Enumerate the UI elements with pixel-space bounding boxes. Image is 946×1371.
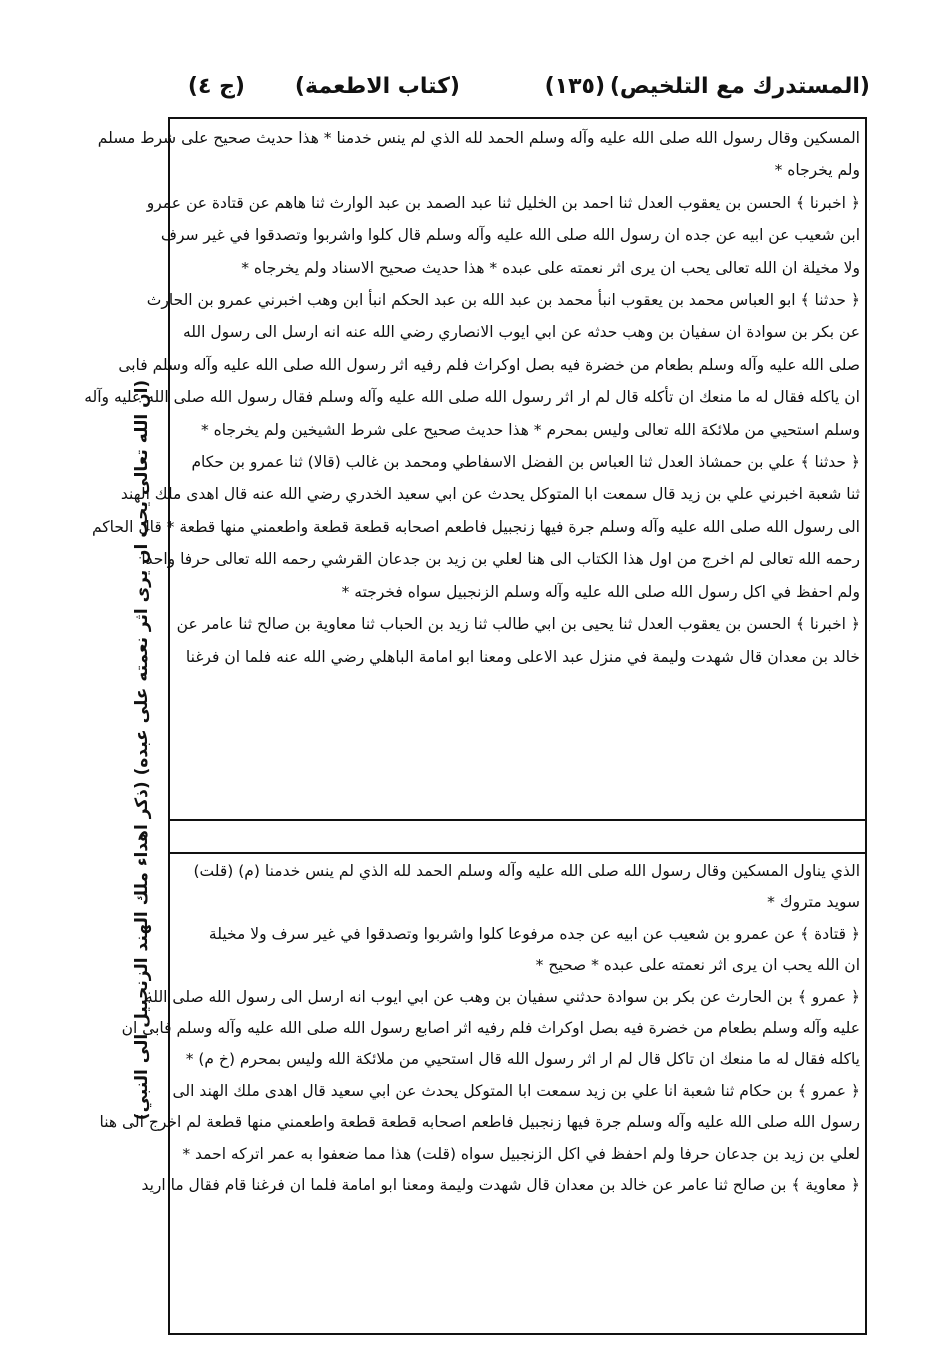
separator-rule <box>168 819 867 821</box>
summary-line: ياكله فقال له ما منعك ان تاكل قال لم ار اثر رسول الله قال استحيي من ملائكة الله وليس بمحرم (خ م) * <box>185 1050 860 1069</box>
main-line: ثنا شعبة اخبرني علي بن زيد قال سمعت ابا المتوكل يحدث عن ابي سعيد الخدري رضي الله عنه قال اهدى ملك الهند <box>120 485 860 504</box>
summary-line: الذي يناول المسكين وقال رسول الله صلى الله عليه وآله وسلم الحمد لله الذي لم ينس خدمنا (م) (قلت) <box>193 862 860 880</box>
main-line: عن بكر بن سوادة ان سفيان بن وهب حدثه عن ابي ايوب الانصاري رضي الله عنه انه ارسل الى رسول الله <box>182 323 860 342</box>
main-line: صلى الله عليه وآله وسلم بطعام من خضرة فيه بصل اوكراث فلم رفيه اثر رسول الله صلى الله عليه وآله وسلم فابى <box>118 355 860 374</box>
summary-line: ﴿ معاوية ﴾ بن صالح ثنا عامر عن خالد بن معدان قال شهدت وليمة ومعنا ابو امامة فلما ان فرغنا قام فقال ما اريد <box>141 1176 860 1195</box>
main-line: خالد بن معدان قال شهدت وليمة في منزل عبد الاعلى ومعنا ابو امامة الباهلي رضي الله عنه فلما ان فرغنا <box>185 647 860 666</box>
summary-line: رسول الله صلى الله عليه وآله وسلم جرة فيها زنجبيل فاطعم اصحابه قطعة قطعة واطعمني منها قطعة لم اخرج الى هنا <box>99 1113 860 1132</box>
page-header <box>165 68 870 112</box>
main-line: ﴿ اخبرنا ﴾ الحسن بن يعقوب العدل ثنا احمد بن الخليل ثنا عبد الصمد بن عبد الوارث ثنا هاهم عن قتادة عن عمرو <box>146 193 860 212</box>
volume-number: (ج ٤) <box>187 74 245 99</box>
main-line: ولا مخيلة ان الله تعالى يحب ان يرى اثر نعمته على عبده * هذا حديث صحيح الاسناد ولم يخرجاه * <box>241 258 860 277</box>
separator-rule <box>168 852 867 854</box>
summary-line: لعلي بن زيد بن جدعان حرفا ولم احفظ في اكل الزنجبيل سواه (قلت) هذا مما ضعفوا به عمر اتركه احمد * <box>182 1144 860 1163</box>
summary-text <box>99 856 860 1201</box>
main-line: ابن شعيب عن ابيه عن جده ان رسول الله صلى الله عليه وآله وسلم قال كلوا واشربوا وتصدقوا في غير سرف <box>160 226 860 245</box>
margin-note-text: (ان الله تعالى يحب ان يرى اثر نعمته على عبده) (ذكر اهداء ملك الهند الزنجبيل الى النبي) <box>132 379 153 1121</box>
main-line: ﴿ حدثنا ﴾ ابو العباس محمد بن يعقوب انبأ محمد بن عبد الله بن عبد الحكم انبأ ابن وهب اخبرني عمرو بن الحارث <box>146 291 860 310</box>
main-line: الى رسول الله صلى الله عليه وآله وسلم جرة فيها زنجبيل فاطعم اصحابه قطعة قطعة واطعمني منها قطعة * قال الحاكم <box>91 517 860 536</box>
book-title: (المستدرك مع التلخيص) <box>609 74 870 99</box>
main-line: ان ياكله فقال له ما منعك ان تأكله قال لم ار اثر رسول الله صلى الله عليه وآله وسلم فقال رسول الله صلى الله عليه وآله <box>84 388 860 407</box>
main-line: وسلم استحيي من ملائكة الله تعالى وليس بمحرم * هذا حديث صحيح على شرط الشيخين ولم يخرجاه * <box>200 420 860 439</box>
summary-line: ﴿ قتادة ﴾ عن عمرو بن شعيب عن ابيه عن جده مرفوعا كلوا واشربوا وتصدقوا في غير سرف ولا مخيلة <box>208 924 860 943</box>
summary-line: ﴿ عمرو ﴾ بن الحارث عن بكر بن سوادة حدثني سفيان بن وهب عن ابي ايوب انه ارسل الى رسول الله صلى الله <box>145 987 860 1006</box>
main-text <box>84 122 860 673</box>
main-line: المسكين وقال رسول الله صلى الله عليه وآله وسلم الحمد لله الذي لم ينس خدمنا * هذا حديث صحيح على شرط مسلم <box>97 129 860 147</box>
main-line: ﴿ اخبرنا ﴾ الحسن بن يعقوب العدل ثنا يحيى بن ابي طالب ثنا زيد بن الحباب ثنا معاوية بن صالح ثنا عامر عن <box>176 615 860 634</box>
summary-line: ﴿ عمرو ﴾ بن حكام ثنا شعبة انا علي بن زيد سمعت ابا المتوكل يحدث عن ابي سعيد قال اهدى ملك الهند الى <box>172 1081 860 1100</box>
main-line: رحمه الله تعالى لم اخرج من اول هذا الكتاب الى هنا لعلي بن زيد بن جدعان القرشي رحمه الله تعالى حرفا واحدا <box>141 550 860 569</box>
page-number: (١٣٥) <box>544 74 605 99</box>
summary-line: عليه وآله وسلم بطعام من خضرة فيه بصل اوكراث فلم رفيه اثر اصابع رسول الله صلى الله عليه وآله وسلم فابى ان <box>121 1019 860 1038</box>
main-line: ولم احفظ في اكل رسول الله صلى الله عليه وآله وسلم الزنجبيل سواه فخرجته * <box>341 582 860 601</box>
main-line: ولم يخرجاه * <box>774 161 860 180</box>
section-title: (كتاب الاطعمة) <box>294 74 460 99</box>
summary-line: ان الله يحب ان يرى اثر نعمته على عبده * صحيح * <box>535 956 860 975</box>
summary-line: سويد متروك * <box>767 893 860 912</box>
main-line: ﴿ حدثنا ﴾ علي بن حمشاذ العدل ثنا العباس بن الفضل الاسفاطي ومحمد بن غالب (قالا) ثنا عمرو بن حكام <box>191 453 860 472</box>
